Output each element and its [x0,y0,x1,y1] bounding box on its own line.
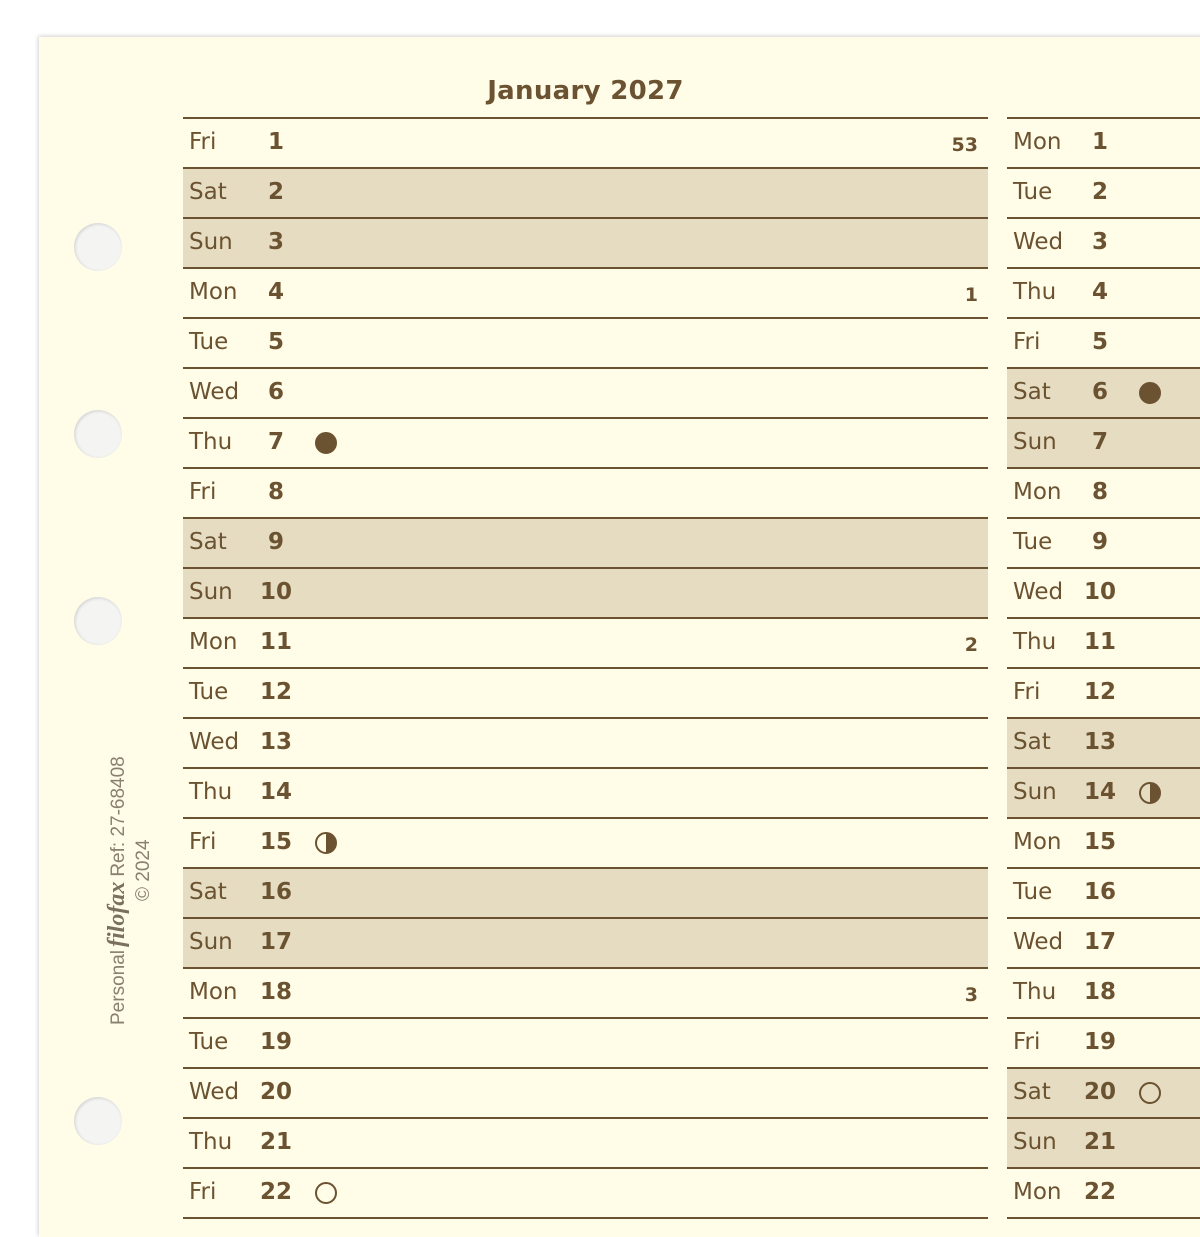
weekday-label: Tue [1013,529,1053,555]
weekday-label: Fri [1013,1029,1041,1055]
day-number: 8 [267,479,284,505]
weekday-label: Fri [1013,679,1041,705]
weekday-label: Fri [1013,329,1041,355]
first-moon-icon [315,832,337,854]
day-number: 5 [1091,329,1108,355]
day-row [183,869,988,919]
day-row [183,569,988,619]
day-row [183,719,988,769]
day-row [1007,1119,1200,1169]
weekday-label: Fri [189,1179,217,1205]
day-row [1007,619,1200,669]
full-moon-icon [1139,1082,1161,1104]
day-row [1007,969,1200,1019]
day-number: 4 [1091,279,1108,305]
day-row [183,669,988,719]
day-number: 3 [267,229,284,255]
weekday-label: Mon [1013,129,1062,155]
weekday-label: Sat [189,879,227,905]
day-row [1007,419,1200,469]
weekday-label: Thu [189,429,233,455]
page-imprint [104,756,156,1025]
day-number: 10 [1083,579,1116,605]
day-row [1007,819,1200,869]
weekday-label: Sat [1013,1079,1051,1105]
day-row [1007,119,1200,169]
day-number: 21 [259,1129,292,1155]
day-number: 15 [259,829,292,855]
weekday-label: Tue [189,329,229,355]
day-row [183,319,988,369]
day-number: 13 [259,729,292,755]
day-row [183,1069,988,1119]
day-number: 20 [1083,1079,1116,1105]
day-row [1007,169,1200,219]
day-row [183,369,988,419]
day-row [183,119,988,169]
day-number: 14 [1083,779,1116,805]
day-row [183,469,988,519]
day-row [183,769,988,819]
day-number: 2 [1091,179,1108,205]
day-row [183,169,988,219]
day-number: 3 [1091,229,1108,255]
imprint-copyright: © 2024 [133,839,154,901]
day-number: 9 [1091,529,1108,555]
day-number: 2 [267,179,284,205]
day-number: 22 [1083,1179,1116,1205]
week-number: 53 [951,134,978,156]
binder-hole [74,410,122,458]
day-row [1007,1169,1200,1219]
day-row [1007,469,1200,519]
weekday-label: Mon [189,629,238,655]
day-number: 5 [267,329,284,355]
weekday-label: Mon [1013,829,1062,855]
day-number: 14 [259,779,292,805]
day-number: 7 [267,429,284,455]
day-row [183,969,988,1019]
february-column [1007,117,1200,1219]
day-number: 17 [259,929,292,955]
weekday-label: Wed [189,1079,240,1105]
day-row [1007,519,1200,569]
weekday-label: Sun [1013,779,1057,805]
weekday-label: Mon [189,979,238,1005]
day-number: 8 [1091,479,1108,505]
day-number: 22 [259,1179,292,1205]
binder-hole [74,223,122,271]
weekday-label: Mon [1013,479,1062,505]
month-title: January 2027 [487,76,684,106]
weekday-label: Sun [189,929,233,955]
binder-hole [74,597,122,645]
day-number: 6 [1091,379,1108,405]
weekday-label: Wed [189,729,240,755]
day-number: 1 [1091,129,1108,155]
weekday-label: Thu [189,779,233,805]
full-moon-icon [315,1182,337,1204]
day-number: 19 [1083,1029,1116,1055]
weekday-label: Sun [189,229,233,255]
weekday-label: Thu [1013,629,1057,655]
day-row [1007,919,1200,969]
day-number: 16 [259,879,292,905]
day-number: 12 [259,679,292,705]
binder-hole [74,1097,122,1145]
day-row [183,1119,988,1169]
weekday-label: Wed [1013,929,1064,955]
filofax-logo: filofax [104,881,130,947]
weekday-label: Thu [189,1129,233,1155]
day-row [183,219,988,269]
day-number: 16 [1083,879,1116,905]
day-number: 15 [1083,829,1116,855]
day-row [1007,769,1200,819]
weekday-label: Tue [189,1029,229,1055]
day-number: 18 [1083,979,1116,1005]
day-number: 4 [267,279,284,305]
day-number: 10 [259,579,292,605]
day-row [1007,719,1200,769]
imprint-size: Personal [108,950,129,1025]
weekday-label: Thu [1013,279,1057,305]
weekday-label: Sat [189,179,227,205]
day-row [183,419,988,469]
weekday-label: Sat [1013,379,1051,405]
weekday-label: Wed [1013,579,1064,605]
day-row [1007,669,1200,719]
weekday-label: Thu [1013,979,1057,1005]
day-number: 11 [1083,629,1116,655]
weekday-label: Tue [1013,179,1053,205]
weekday-label: Fri [189,829,217,855]
day-number: 20 [259,1079,292,1105]
week-number: 1 [964,284,978,306]
january-column [183,117,988,1219]
weekday-label: Sun [1013,429,1057,455]
new-moon-icon [1139,382,1161,404]
new-moon-icon [315,432,337,454]
day-row [183,1019,988,1069]
day-number: 1 [267,129,284,155]
day-row [183,1169,988,1219]
day-number: 11 [259,629,292,655]
day-number: 12 [1083,679,1116,705]
day-number: 9 [267,529,284,555]
day-number: 6 [267,379,284,405]
day-row [1007,1019,1200,1069]
day-row [1007,1069,1200,1119]
day-number: 17 [1083,929,1116,955]
day-number: 19 [259,1029,292,1055]
first-moon-icon [1139,782,1161,804]
day-row [1007,369,1200,419]
day-row [183,269,988,319]
weekday-label: Fri [189,479,217,505]
day-row [183,619,988,669]
day-row [1007,269,1200,319]
weekday-label: Sun [1013,1129,1057,1155]
weekday-label: Mon [1013,1179,1062,1205]
week-number: 3 [964,984,978,1006]
weekday-label: Sat [189,529,227,555]
imprint-ref: Ref: 27-68408 [108,756,129,877]
week-number: 2 [964,634,978,656]
weekday-label: Sun [189,579,233,605]
day-number: 18 [259,979,292,1005]
weekday-label: Tue [1013,879,1053,905]
day-row [183,519,988,569]
day-number: 7 [1091,429,1108,455]
day-row [183,919,988,969]
day-row [1007,219,1200,269]
day-number: 21 [1083,1129,1116,1155]
weekday-label: Fri [189,129,217,155]
day-row [183,819,988,869]
day-number: 13 [1083,729,1116,755]
weekday-label: Mon [189,279,238,305]
weekday-label: Wed [1013,229,1064,255]
weekday-label: Wed [189,379,240,405]
day-row [1007,319,1200,369]
day-row [1007,569,1200,619]
day-row [1007,869,1200,919]
weekday-label: Sat [1013,729,1051,755]
weekday-label: Tue [189,679,229,705]
